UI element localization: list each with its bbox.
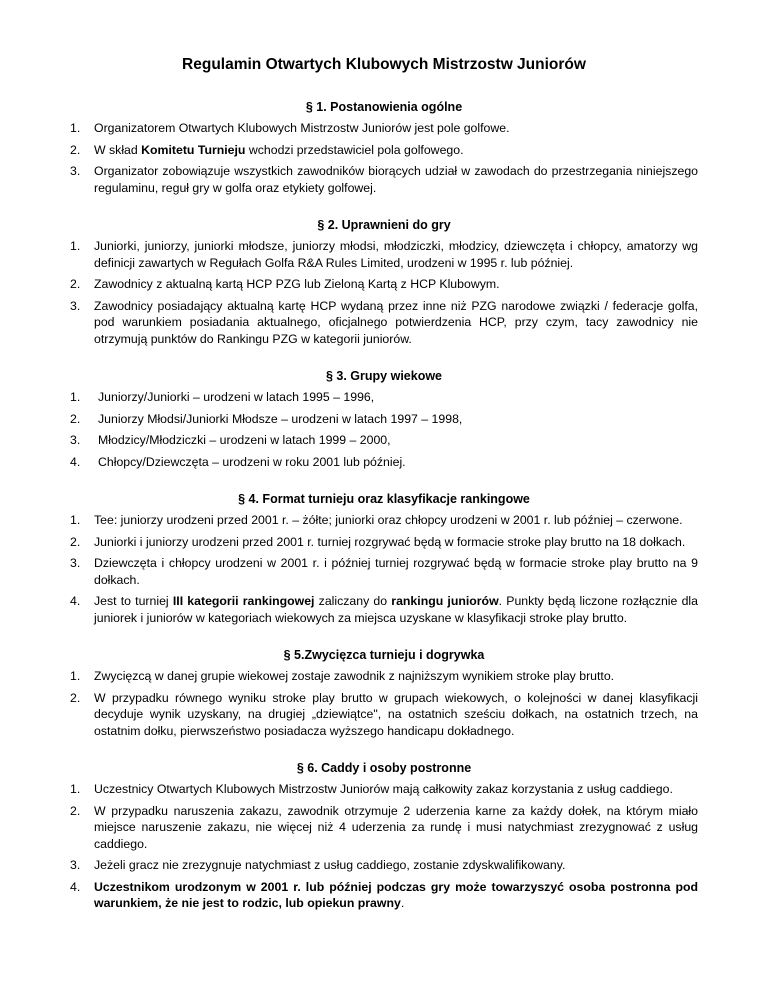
list-item: 1. Tee: juniorzy urodzeni przed 2001 r. – żółte; juniorki oraz chłopcy urodzeni w 2001 r. lub później – czerwone. (70, 513, 683, 527)
section-1 (70, 100, 698, 196)
list-item: 2. W przypadku naruszenia zakazu, zawodnik otrzymuje 2 uderzenia karne za każdy dołek, na którym miało miejsce naruszenie zakazu, nie więcej niż 4 uderzenia za rundę i musi natychmiast zrezygnować z usług caddiego. (70, 803, 698, 851)
section-6 (70, 761, 698, 912)
list-item: 1. Organizatorem Otwartych Klubowych Mistrzostw Juniorów jest pole golfowe. (70, 121, 510, 135)
document-title: Regulamin Otwartych Klubowych Mistrzostw Juniorów (182, 56, 586, 73)
section-3-heading: § 3. Grupy wiekowe (325, 369, 442, 383)
list-item: 3. Zawodnicy posiadający aktualną kartę HCP wydaną przez inne niż PZG narodowe związki / federacje golfa, pod warunkiem posiadania aktualnego, oficjalnego potwierdzenia HCP, przy czym, tacy zawodnicy nie otrzymują punktów do Rankingu PZG w kategorii juniorów. (70, 298, 698, 346)
list-item: 4. Jest to turniej III kategorii rankingowej zaliczany do rankingu juniorów. Punkty będą liczone rozłącznie dla juniorek i juniorów w kategoriach wiekowych za miejsca uzyskane w klasyfikacji stroke play brutto. (70, 594, 698, 625)
section-3-list (70, 389, 698, 470)
section-2-heading: § 2. Uprawnieni do gry (317, 218, 451, 232)
list-item: 3. Dziewczęta i chłopcy urodzeni w 2001 r. i później turniej rozgrywać będą w formacie stroke play brutto na 9 dołkach. (70, 556, 698, 587)
list-item: 2. W skład Komitetu Turnieju wchodzi przedstawiciel pola golfowego. (70, 142, 464, 157)
list-item: 3. Organizator zobowiązuje wszystkich zawodników biorących udział w zawodach do przestrzegania niniejszego regulaminu, reguł gry w golfa oraz etykiety golfowej. (70, 164, 698, 195)
section-5 (70, 648, 698, 739)
list-item: 1. Zwycięzcą w danej grupie wiekowej zostaje zawodnik z najniższym wynikiem stroke play brutto. (70, 669, 615, 683)
list-item: 2. Juniorki i juniorzy urodzeni przed 2001 r. turniej rozgrywać będą w formacie stroke play brutto na 18 dołkach. (70, 534, 686, 549)
section-4-heading: § 4. Format turnieju oraz klasyfikacje rankingowe (238, 492, 530, 506)
section-5-heading: § 5.Zwycięzca turnieju i dogrywka (283, 648, 485, 662)
section-6-list (70, 781, 698, 912)
list-item: 4. Uczestnikom urodzonym w 2001 r. lub później podczas gry może towarzyszyć osoba postronna pod warunkiem, że nie jest to rodzic, lub opiekun prawny. (70, 879, 698, 910)
section-4-list (70, 512, 698, 626)
list-item: 3. Jeżeli gracz nie zrezygnuje natychmiast z usług caddiego, zostanie zdyskwalifikowany. (70, 858, 566, 872)
list-item: 2. Juniorzy Młodsi/Juniorki Młodsze – urodzeni w latach 1997 – 1998, (70, 411, 463, 426)
section-5-list (70, 668, 698, 739)
list-item: 1. Juniorzy/Juniorki – urodzeni w latach 1995 – 1996, (70, 390, 375, 404)
list-item: 2. W przypadku równego wyniku stroke play brutto w grupach wiekowych, o kolejności w danej klasyfikacji decyduje wynik uzyskany, na drugiej „dziewiątce", na ostatnich sześciu dołkach, na ostatnich trzech, na ostatnim dołku, pierwszeństwo posiadacza wyższego handicapu dokładnego. (70, 690, 698, 738)
list-item: 4. Chłopcy/Dziewczęta – urodzeni w roku 2001 lub później. (70, 454, 406, 469)
section-2 (70, 218, 698, 347)
list-item: 1. Juniorki, juniorzy, juniorki młodsze, juniorzy młodsi, młodziczki, młodzicy, dziewczęta i chłopcy, amatorzy wg definicji zawartych w Regułach Golfa R&A Rules Limited, urodzeni w 1995 r. lub później. (70, 239, 698, 270)
section-1-list (70, 120, 698, 196)
section-1-heading: § 1. Postanowienia ogólne (305, 100, 463, 114)
section-4 (70, 492, 698, 626)
section-3 (70, 369, 698, 470)
section-6-heading: § 6. Caddy i osoby postronne (296, 761, 472, 775)
section-2-list (70, 238, 698, 347)
list-item: 2. Zawodnicy z aktualną kartą HCP PZG lub Zieloną Kartą z HCP Klubowym. (70, 277, 500, 291)
list-item: 3. Młodzicy/Młodziczki – urodzeni w latach 1999 – 2000, (70, 433, 391, 447)
list-item: 1. Uczestnicy Otwartych Klubowych Mistrzostw Juniorów mają całkowity zakaz korzystania z usług caddiego. (70, 782, 673, 796)
